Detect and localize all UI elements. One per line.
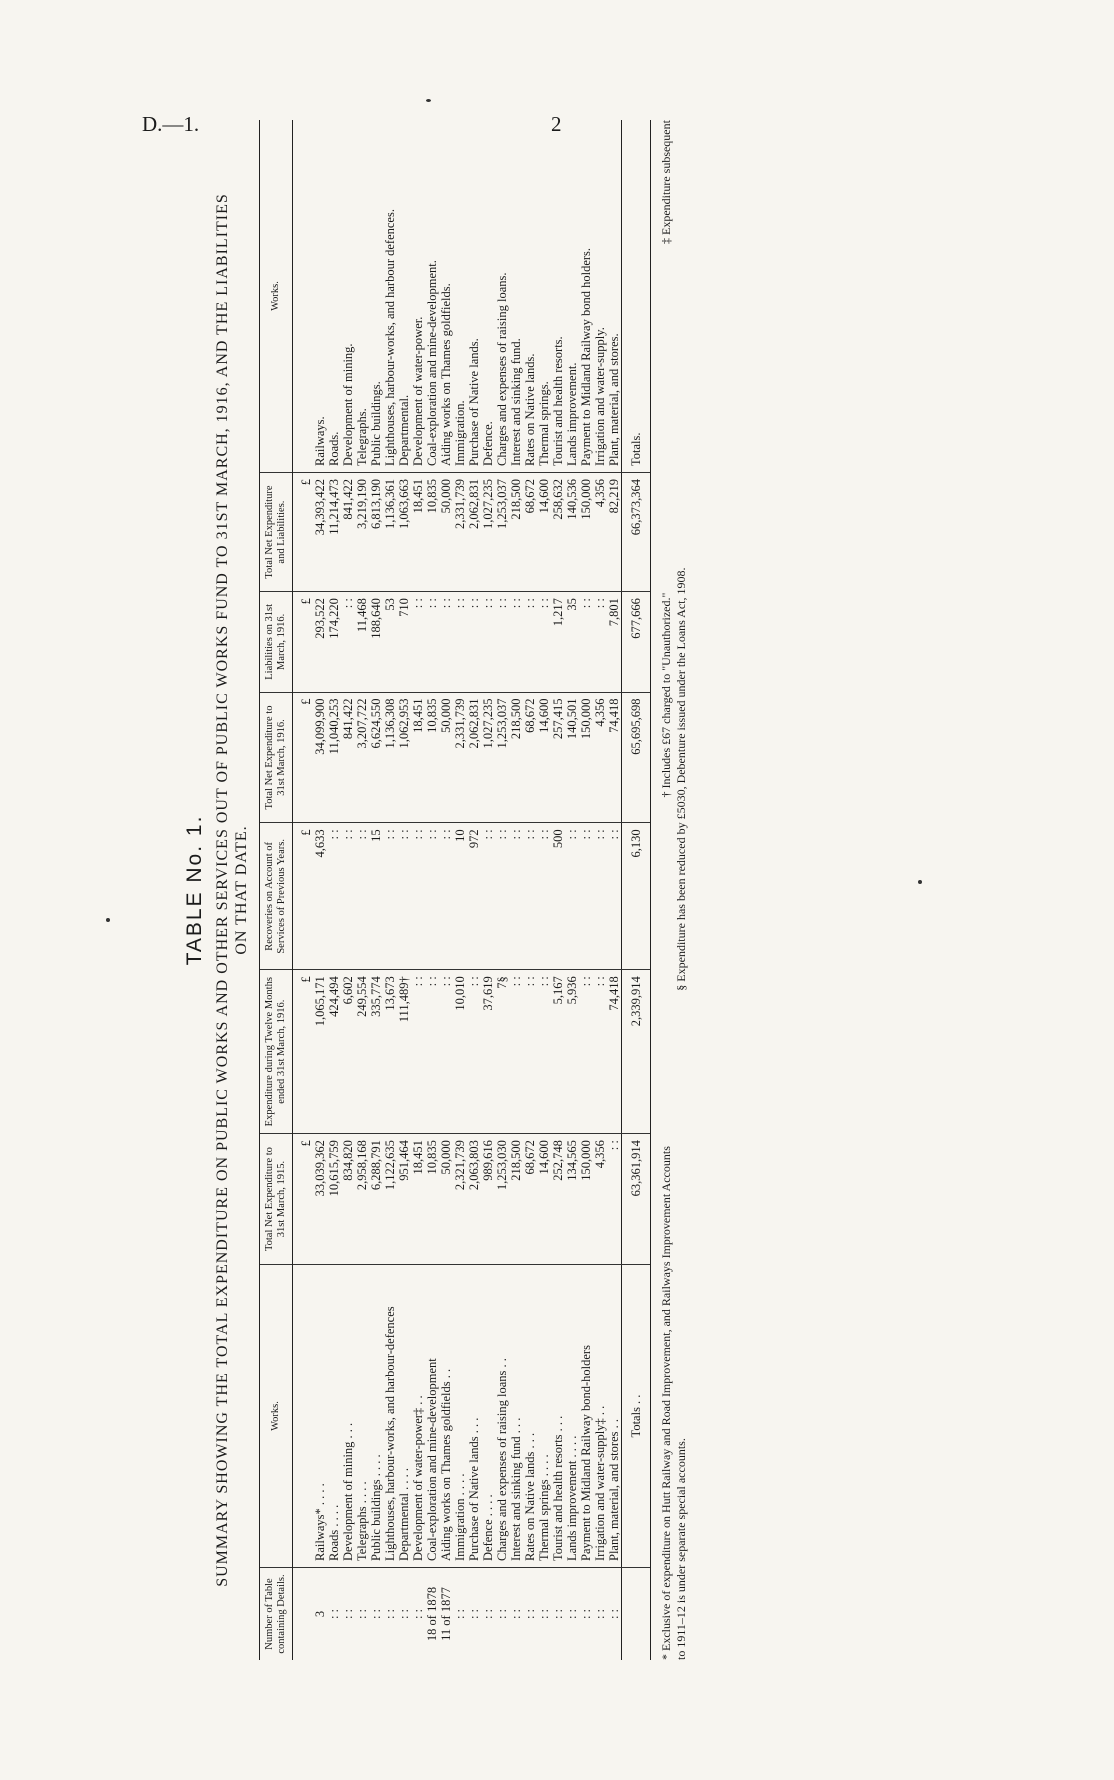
row-exp1915: 4,356 [593,1134,607,1265]
unit-label: £ [293,692,314,823]
table-header-row [260,120,293,1660]
col-header-works: Works. [260,1265,293,1568]
row-ref: : : [565,1608,579,1620]
row-exp1915: 989,616 [481,1134,495,1265]
row-exp1915: 951,464 [397,1134,411,1265]
row-works: Aiding works on Thames goldfields . . [439,1265,453,1568]
row-totliab: 11,214,473 [327,473,341,592]
row-recov: : : [593,823,607,970]
row-net1916: 2,331,739 [453,692,467,823]
row-recov: : : [397,823,411,970]
row-totliab: 258,632 [551,473,565,592]
page-reference: D.—1. [142,112,200,136]
row-works: Roads . . . . [327,1265,341,1568]
row-net1916: 1,027,235 [481,692,495,823]
row-exp12: 74,418 [607,970,622,1134]
speck-mark [426,99,431,102]
totals-liab: 677,666 [622,592,651,692]
row-net1916: 1,253,037 [495,692,509,823]
row-works: Railways* . . . . [313,1265,327,1568]
page-number: 2 [551,112,562,136]
row-liab: 293,522 [313,592,327,692]
totals-row [622,120,651,1660]
row-totliab: 1,136,361 [383,473,397,592]
row-exp12: : : [425,970,439,1134]
table-body [293,120,622,1660]
row-works-repeat: Public buildings. [369,120,383,473]
row-works-repeat: Aiding works on Thames goldfields. [439,120,453,473]
footnotes [659,120,689,1660]
row-net1916: 14,600 [537,692,551,823]
row-totliab: 68,672 [523,473,537,592]
row-ref: : : [495,1608,509,1620]
row-works-repeat: Departmental. [397,120,411,473]
row-works-repeat: Development of water-power. [411,120,425,473]
row-exp1915: : : [607,1134,622,1265]
row-recov: : : [607,823,622,970]
row-exp1915: 10,835 [425,1134,439,1265]
row-liab: 53 [383,592,397,692]
footnote-ddagger: ‡ Expenditure subsequent [659,120,673,244]
row-totliab: 6,813,190 [369,473,383,592]
footnote-dagger: † Includes £67 charged to "Unauthorized." [659,592,673,798]
table-row [593,120,607,1660]
row-net1916: 4,356 [593,692,607,823]
row-liab: 710 [397,592,411,692]
row-works: Thermal springs . . . . [537,1265,551,1568]
row-exp1915: 1,122,635 [383,1134,397,1265]
table-title: TABLE No. 1. [183,814,206,966]
row-works: Immigration . . . . [453,1265,467,1568]
unit-row [293,120,314,1660]
row-works: Purchase of Native lands . . . [467,1265,481,1568]
row-totliab: 2,062,831 [467,473,481,592]
row-liab: : : [481,592,495,692]
row-recov: 500 [551,823,565,970]
row-exp12: 5,936 [565,970,579,1134]
row-ref: 18 of 1878 [425,1586,439,1642]
row-exp12: 249,554 [355,970,369,1134]
table-row [397,120,411,1660]
row-net1916: 2,062,831 [467,692,481,823]
table-row [509,120,523,1660]
row-totliab: 2,331,739 [453,473,467,592]
col-header-recov: Recoveries on Account of Services of Previous Years. [260,823,293,970]
row-liab: 1,217 [551,592,565,692]
row-totliab: 50,000 [439,473,453,592]
row-recov: 4,633 [313,823,327,970]
row-works-repeat: Interest and sinking fund. [509,120,523,473]
row-ref: : : [453,1608,467,1620]
row-works: Interest and sinking fund . . . [509,1265,523,1568]
table-row [425,120,439,1660]
row-liab: 7,801 [607,592,622,692]
row-net1916: 34,099,900 [313,692,327,823]
row-liab: : : [593,592,607,692]
table-row [383,120,397,1660]
row-exp12: : : [579,970,593,1134]
col-header-totliab: Total Net Expenditure and Liabilities. [260,473,293,592]
row-exp1915: 134,565 [565,1134,579,1265]
row-exp1915: 1,253,030 [495,1134,509,1265]
row-ref: : : [369,1608,383,1620]
row-works-repeat: Lighthouses, harbour-works, and harbour defences. [383,120,397,473]
col-header-works-repeat: Works. [260,120,293,473]
row-ref: : : [411,1608,425,1620]
row-net1916: 68,672 [523,692,537,823]
row-net1916: 11,040,253 [327,692,341,823]
row-liab: 174,220 [327,592,341,692]
unit-label: £ [293,970,314,1134]
table-row [523,120,537,1660]
row-exp12: : : [439,970,453,1134]
row-works-repeat: Lands improvement. [565,120,579,473]
row-liab: : : [579,592,593,692]
row-ref: : : [551,1608,565,1620]
row-works-repeat: Railways. [313,120,327,473]
row-ref: : : [341,1608,355,1620]
row-works-repeat: Coal-exploration and mine-development. [425,120,439,473]
row-liab: : : [509,592,523,692]
row-exp12: : : [593,970,607,1134]
table-row [341,120,355,1660]
row-ref: 11 of 1877 [439,1587,453,1641]
row-works: Tourist and health resorts . . . [551,1265,565,1568]
row-works: Plant, material, and stores . . [607,1265,622,1568]
row-ref: : : [383,1608,397,1620]
unit-label: £ [293,473,314,592]
summary-heading-line: SUMMARY SHOWING THE TOTAL EXPENDITURE ON PUBLIC WORKS AND OTHER SERVICES OUT OF PUBLIC WORKS FUND TO 31ST MARCH, 1916, AND THE LIABILITIES [214,193,231,1587]
row-exp12: : : [509,970,523,1134]
table-row [467,120,481,1660]
footnote-row [659,120,674,1660]
row-ref: : : [355,1608,369,1620]
row-works: Defence . . . . [481,1265,495,1568]
table-row [565,120,579,1660]
row-liab: 11,468 [355,592,369,692]
table-row [327,120,341,1660]
row-exp1915: 834,820 [341,1134,355,1265]
row-ref: : : [607,1608,621,1620]
row-ref: : : [397,1608,411,1620]
table-row [495,120,509,1660]
totals-totliab: 66,373,364 [622,473,651,592]
table-row [355,120,369,1660]
row-exp12: 1,065,171 [313,970,327,1134]
row-totliab: 1,063,663 [397,473,411,592]
row-works: Irrigation and water-supply‡ . . [593,1265,607,1568]
row-recov: : : [509,823,523,970]
row-ref: : : [593,1608,607,1620]
row-totliab: 1,027,235 [481,473,495,592]
row-works: Development of mining . . . [341,1265,355,1568]
row-totliab: 14,600 [537,473,551,592]
row-liab: : : [341,592,355,692]
row-exp1915: 150,000 [579,1134,593,1265]
row-ref: : : [523,1608,537,1620]
row-liab: 188,640 [369,592,383,692]
row-totliab: 1,253,037 [495,473,509,592]
row-net1916: 150,000 [579,692,593,823]
row-liab: : : [439,592,453,692]
row-totliab: 150,000 [579,473,593,592]
summary-heading [213,110,251,1670]
table-row [481,120,495,1660]
row-exp1915: 2,063,803 [467,1134,481,1265]
row-exp12: : : [467,970,481,1134]
row-recov: : : [439,823,453,970]
row-liab: : : [495,592,509,692]
row-works: Charges and expenses of raising loans . . [495,1265,509,1568]
row-works-repeat: Plant, material, and stores. [607,120,622,473]
col-header-liab: Liabilities on 31st March, 1916. [260,592,293,692]
row-recov: 15 [369,823,383,970]
row-net1916: 6,624,550 [369,692,383,823]
row-works: Lands improvement . . . . [565,1265,579,1568]
row-works-repeat: Payment to Midland Railway bond holders. [579,120,593,473]
row-works-repeat: Purchase of Native lands. [467,120,481,473]
row-ref: : : [579,1608,593,1620]
row-exp1915: 2,958,168 [355,1134,369,1265]
row-exp12: : : [537,970,551,1134]
row-net1916: 10,835 [425,692,439,823]
row-totliab: 841,422 [341,473,355,592]
row-recov: 972 [467,823,481,970]
row-exp1915: 252,748 [551,1134,565,1265]
row-totliab: 82,219 [607,473,622,592]
row-exp12: 111,489† [397,970,411,1134]
row-exp1915: 33,039,362 [313,1134,327,1265]
totals-exp12: 2,339,914 [622,970,651,1134]
rotated-table-sheet [177,110,937,1670]
unit-label: £ [293,823,314,970]
row-net1916: 1,062,953 [397,692,411,823]
row-net1916: 18,451 [411,692,425,823]
row-works-repeat: Development of mining. [341,120,355,473]
row-recov: : : [495,823,509,970]
row-exp1915: 218,500 [509,1134,523,1265]
row-ref: : : [467,1608,481,1620]
table-row [313,120,327,1660]
row-works: Public buildings . . . . [369,1265,383,1568]
row-totliab: 218,500 [509,473,523,592]
row-exp1915: 6,288,791 [369,1134,383,1265]
row-ref: : : [509,1608,523,1620]
row-works: Lighthouses, harbour-works, and harbour-defences [383,1265,397,1568]
row-exp1915: 50,000 [439,1134,453,1265]
footnote-section: § Expenditure has been reduced by £5030, Debenture issued under the Loans Act, 1908. [674,567,688,991]
speck-mark [106,918,110,922]
table-row [537,120,551,1660]
row-exp12: 424,494 [327,970,341,1134]
totals-net1916: 65,695,698 [622,692,651,823]
col-header-exp12: Expenditure during Twelve Months ended 31st March, 1916. [260,970,293,1134]
row-exp12: 7§ [495,970,509,1134]
row-ref: 3 [313,1610,327,1618]
row-works: Rates on Native lands . . . [523,1265,537,1568]
row-net1916: 140,501 [565,692,579,823]
row-works-repeat: Telegraphs. [355,120,369,473]
row-exp12: : : [411,970,425,1134]
row-recov: : : [355,823,369,970]
footnote-star: * Exclusive of expenditure on Hutt Railway and Road Improvement, and Railways Improvement Accounts [659,1146,673,1660]
row-liab: : : [537,592,551,692]
row-works: Departmental . . . . [397,1265,411,1568]
row-works-repeat: Immigration. [453,120,467,473]
row-liab: : : [523,592,537,692]
row-exp12: 6,602 [341,970,355,1134]
row-exp12: 37,619 [481,970,495,1134]
totals-label: Totals . . [622,1265,651,1568]
row-exp12: : : [523,970,537,1134]
row-recov: : : [565,823,579,970]
row-works-repeat: Irrigation and water-supply. [593,120,607,473]
row-works-repeat: Charges and expenses of raising loans. [495,120,509,473]
footnote-row [674,120,689,1660]
table-row [551,120,565,1660]
col-header-net1916: Total Net Expenditure to 31st March, 1916. [260,692,293,823]
unit-label: £ [293,1134,314,1265]
row-recov: : : [523,823,537,970]
totals-recov: 6,130 [622,823,651,970]
row-totliab: 140,536 [565,473,579,592]
row-liab: : : [453,592,467,692]
row-totliab: 3,219,190 [355,473,369,592]
row-recov: : : [327,823,341,970]
row-net1916: 218,500 [509,692,523,823]
row-totliab: 34,393,422 [313,473,327,592]
footnote-continuation: to 1911–12 is under separate special accounts. [674,1438,688,1660]
row-exp1915: 68,672 [523,1134,537,1265]
row-totliab: 18,451 [411,473,425,592]
row-exp1915: 18,451 [411,1134,425,1265]
table-row [411,120,425,1660]
row-exp1915: 14,600 [537,1134,551,1265]
row-works: Coal-exploration and mine-development [425,1265,439,1568]
row-works-repeat: Rates on Native lands. [523,120,537,473]
row-exp12: 13,673 [383,970,397,1134]
unit-label: £ [293,592,314,692]
row-exp12: 5,167 [551,970,565,1134]
row-ref: : : [327,1608,341,1620]
row-works-repeat: Tourist and health resorts. [551,120,565,473]
row-liab: : : [467,592,481,692]
row-totliab: 10,835 [425,473,439,592]
row-works-repeat: Defence. [481,120,495,473]
expenditure-table [259,120,651,1660]
row-works-repeat: Roads. [327,120,341,473]
row-ref: : : [537,1608,551,1620]
table-row [439,120,453,1660]
table-row [579,120,593,1660]
row-recov: : : [411,823,425,970]
row-recov: : : [425,823,439,970]
row-works: Development of water-power‡ . . [411,1265,425,1568]
summary-heading-line: ON THAT DATE. [233,825,250,955]
row-net1916: 3,207,722 [355,692,369,823]
totals-exp1915: 63,361,914 [622,1134,651,1265]
row-works-repeat: Thermal springs. [537,120,551,473]
row-net1916: 257,415 [551,692,565,823]
row-liab: 35 [565,592,579,692]
table-row [607,120,622,1660]
row-totliab: 4,356 [593,473,607,592]
totals-label-repeat: Totals. [622,120,651,473]
row-works: Payment to Midland Railway bond-holders [579,1265,593,1568]
row-recov: : : [341,823,355,970]
row-recov: : : [579,823,593,970]
row-recov: 10 [453,823,467,970]
table-row [453,120,467,1660]
row-net1916: 74,418 [607,692,622,823]
row-works: Telegraphs . . . . [355,1265,369,1568]
row-net1916: 50,000 [439,692,453,823]
row-exp12: 335,774 [369,970,383,1134]
row-liab: : : [411,592,425,692]
col-header-exp1915: Total Net Expenditure to 31st March, 1915. [260,1134,293,1265]
row-exp1915: 2,321,739 [453,1134,467,1265]
row-recov: : : [383,823,397,970]
col-header-ref: Number of Table containing Details. [260,1568,293,1661]
row-net1916: 841,422 [341,692,355,823]
row-liab: : : [425,592,439,692]
row-exp1915: 10,615,759 [327,1134,341,1265]
row-ref: : : [481,1608,495,1620]
row-exp12: 10,010 [453,970,467,1134]
row-recov: : : [481,823,495,970]
row-net1916: 1,136,308 [383,692,397,823]
row-recov: : : [537,823,551,970]
table-row [369,120,383,1660]
